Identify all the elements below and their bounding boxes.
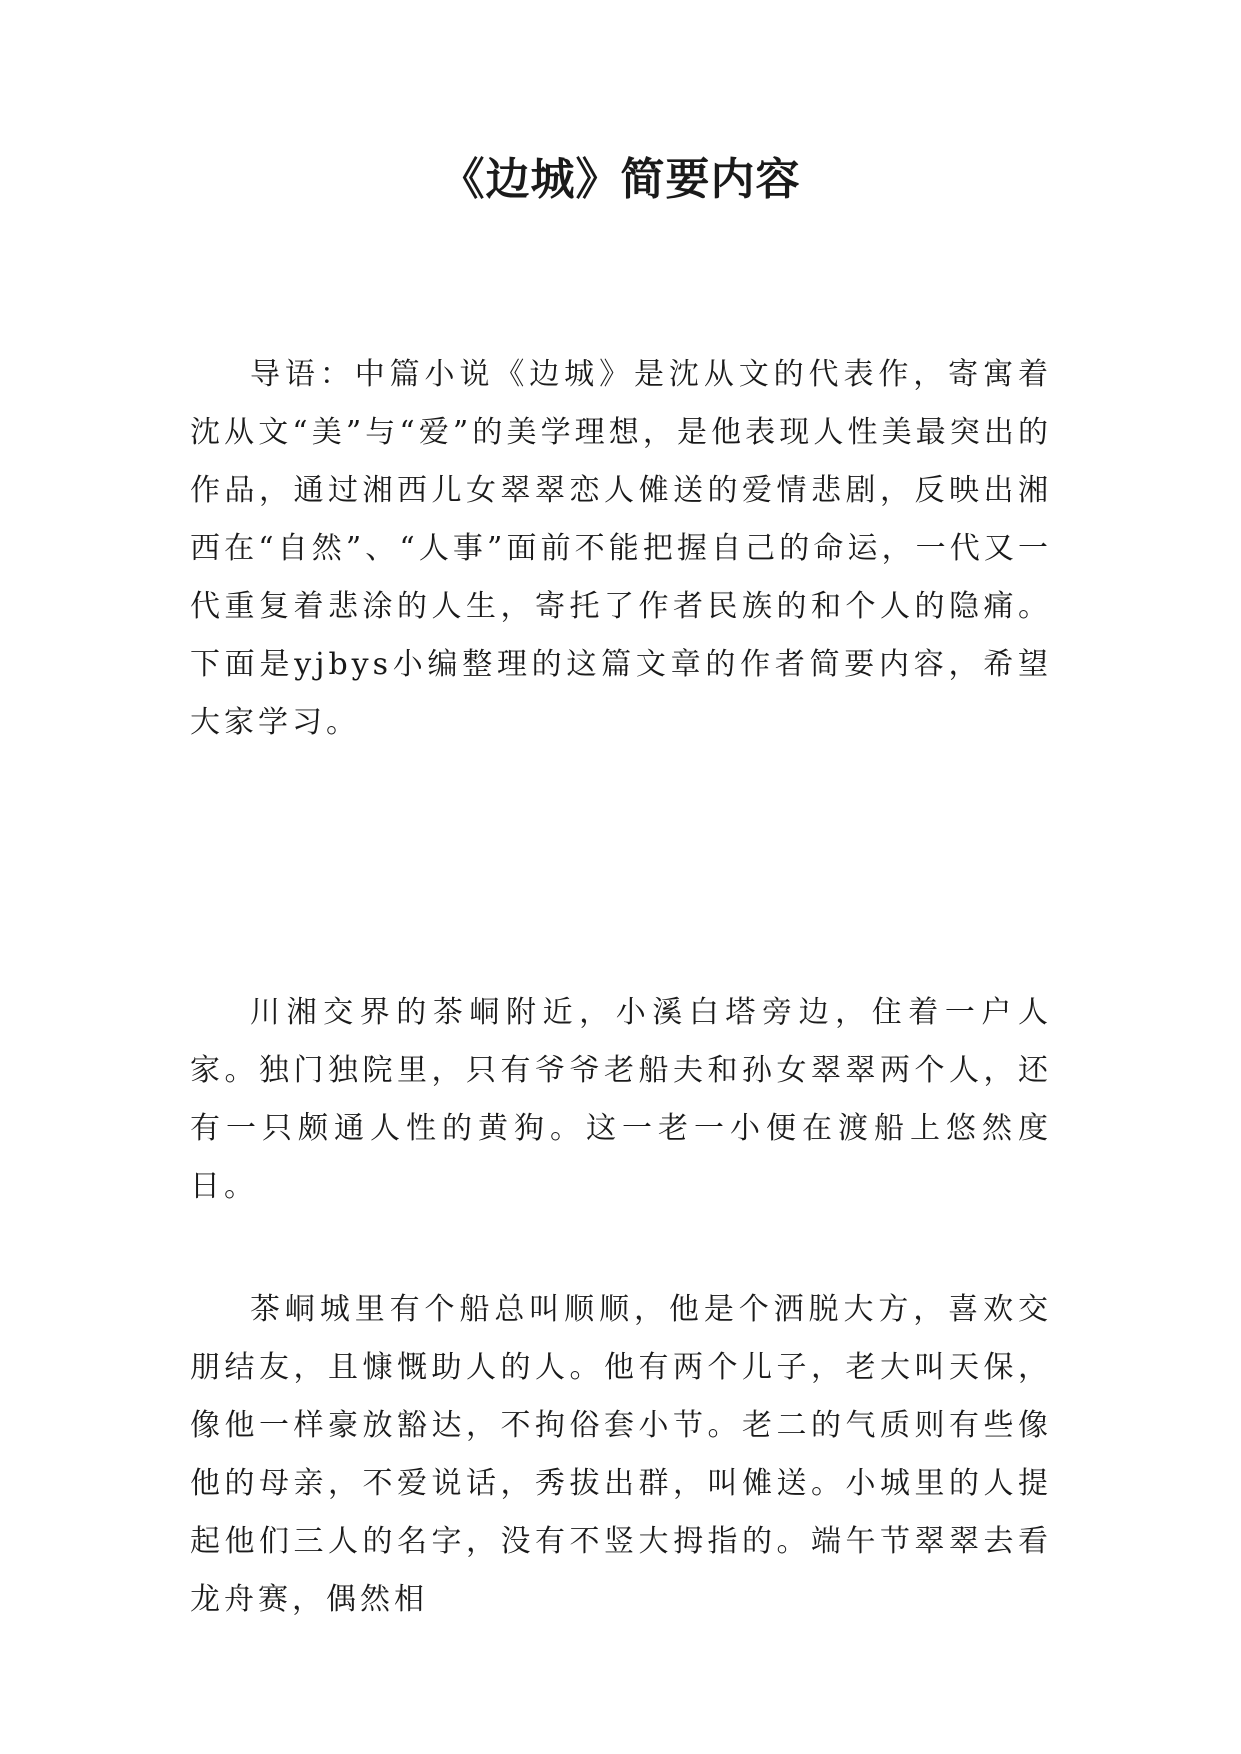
document-title: 《边城》简要内容 bbox=[440, 154, 801, 205]
body-paragraph: 茶峒城里有个船总叫顺顺，他是个洒脱大方，喜欢交朋结友，且慷慨助人的人。他有两个儿子，老大叫天保，像他一样豪放豁达，不拘俗套小节。老二的气质则有些像他的母亲，不爱说话，秀拔出群，叫傩送。小城里的人提起他们三人的名字，没有不竖大拇指的。端午节翠翠去看龙舟赛，偶然相 bbox=[190, 1292, 1052, 1617]
intro-paragraph: 导语：中篇小说《边城》是沈从文的代表作，寄寓着沈从文“美”与“爱”的美学理想，是他表现人性美最突出的作品，通过湘西儿女翠翠恋人傩送的爱情悲剧，反映出湘西在“自然”、“人事”面前不能把握自己的命运，一代又一代重复着悲涂的人生，寄托了作者民族的和个人的隐痛。下面是yjbys小编整理的这篇文章的作者简要内容，希望大家学习。 bbox=[190, 357, 1052, 740]
body-paragraph: 川湘交界的茶峒附近，小溪白塔旁边，住着一户人家。独门独院里，只有爷爷老船夫和孙女翠翠两个人，还有一只颇通人性的黄狗。这一老一小便在渡船上悠然度日。 bbox=[190, 995, 1052, 1204]
